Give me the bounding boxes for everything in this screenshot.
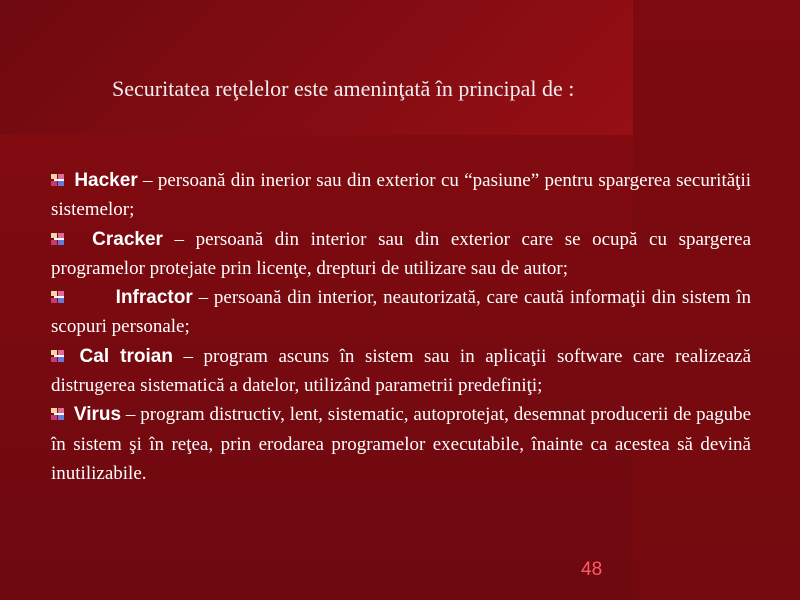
colored-square-bullet-icon bbox=[51, 174, 65, 187]
item-term: Cracker bbox=[92, 228, 163, 250]
list-item-cracker bbox=[51, 225, 751, 284]
item-indent bbox=[69, 229, 92, 250]
colored-square-bullet-icon bbox=[51, 350, 65, 363]
item-term: Hacker bbox=[74, 170, 138, 191]
item-term: Cal troian bbox=[79, 345, 173, 367]
item-term: Virus bbox=[73, 404, 122, 426]
item-indent bbox=[69, 346, 80, 367]
item-term: Infractor bbox=[115, 287, 193, 309]
list-item-hacker bbox=[51, 166, 751, 225]
list-item-virus bbox=[51, 400, 751, 488]
item-indent bbox=[69, 287, 116, 308]
title-panel bbox=[0, 0, 633, 135]
item-text: – persoană din interior sau din exterior care se ocupă cu spargerea programelor protejate prin licenţe, drepturi de utilizare sau de autor; bbox=[51, 228, 752, 279]
item-text: – persoană din inerior sau din exterior cu “pasiune” pentru spargerea securităţii sistemelor; bbox=[51, 170, 751, 221]
item-text: – program distructiv, lent, sistematic, autoprotejat, desemnat producerii de pagube în sistem şi în reţea, prin erodarea programelor executabile, înainte ca acestea să devină inutilizabile. bbox=[51, 404, 751, 484]
item-text: – program ascuns în sistem sau in aplicaţii software care realizează distrugerea sistematică a datelor, utilizând parametrii predefiniţi; bbox=[51, 345, 752, 397]
page-number: 48 bbox=[581, 559, 603, 580]
slide-title: Securitatea reţelelor este ameninţată în principal de : bbox=[112, 76, 575, 101]
list-item-infractor bbox=[51, 283, 751, 342]
colored-square-bullet-icon bbox=[51, 233, 65, 246]
list-item-cal-troian bbox=[51, 342, 751, 401]
bullet-list bbox=[51, 166, 751, 488]
colored-square-bullet-icon bbox=[51, 408, 65, 421]
colored-square-bullet-icon bbox=[51, 291, 65, 304]
item-text: – persoană din interior, neautorizată, care caută informaţii din sistem în scopuri personale; bbox=[51, 287, 752, 338]
